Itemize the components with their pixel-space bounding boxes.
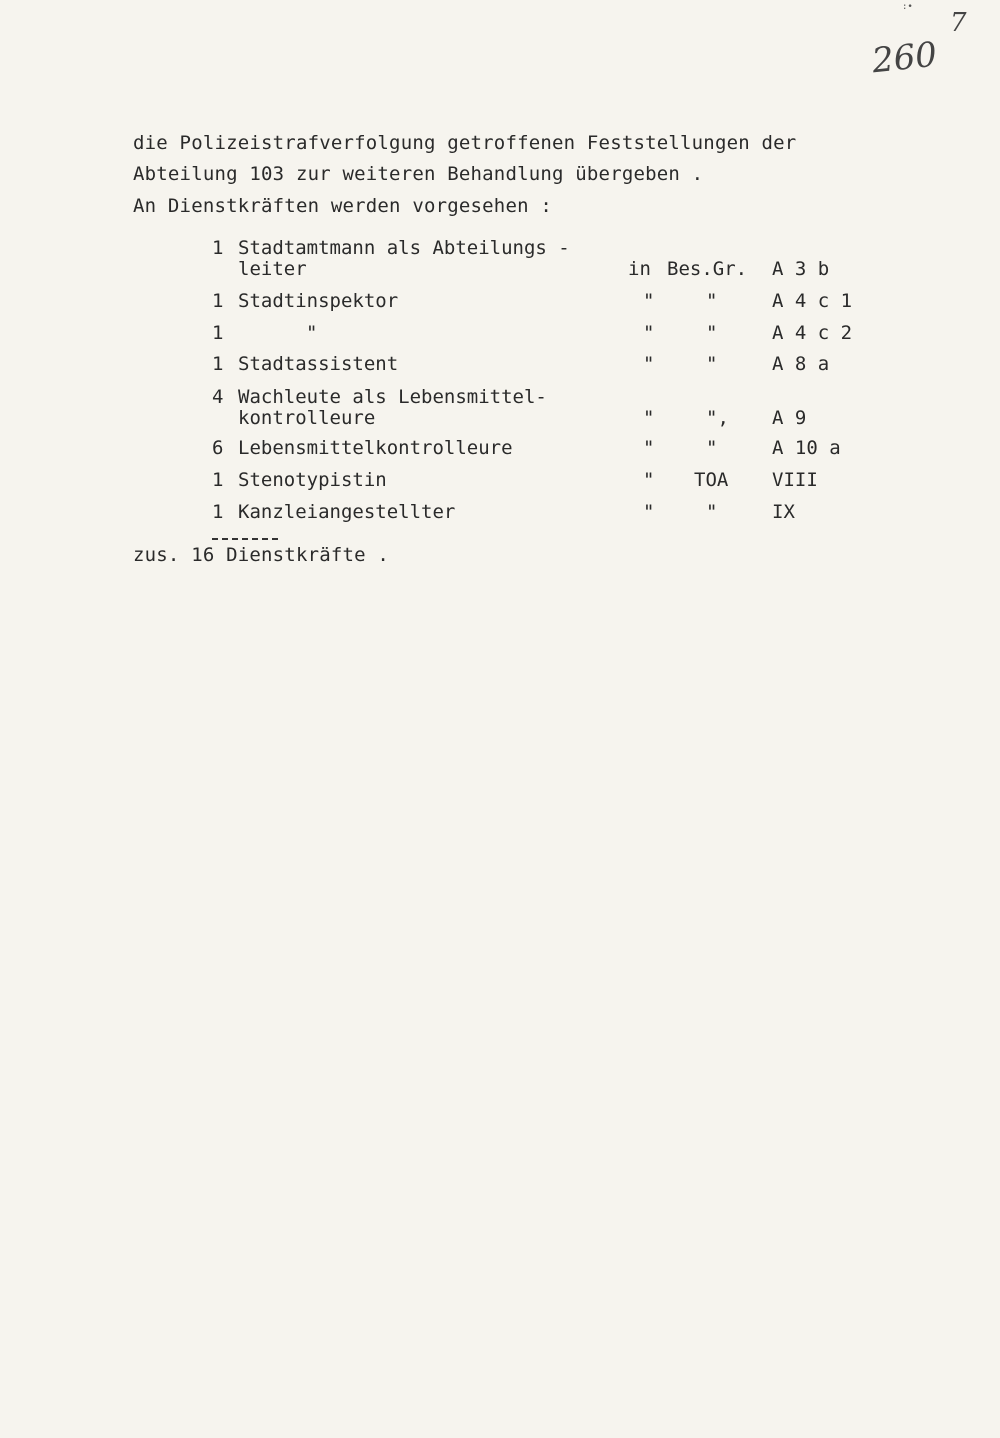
staff-group: " [706,353,718,375]
staff-grade: A 10 a [772,437,841,459]
sum-divider [212,538,278,540]
staff-prefix: " [643,322,655,344]
staff-group: " [706,501,718,523]
staff-title: Lebensmittelkontrolleure [238,437,513,459]
staff-grade: IX [772,501,795,523]
staff-title: Stadtamtmann als Abteilungs - [238,237,570,259]
staff-prefix: " [643,469,655,491]
staff-title: Stadtinspektor [238,290,399,312]
staff-count: 1 [212,469,224,491]
margin-dots: :• [902,2,913,12]
staff-prefix: " [643,407,655,429]
staff-group: " [706,290,718,312]
paragraph-line-2: Abteilung 103 zur weiteren Behandlung übergeben . [133,163,704,185]
staff-prefix: " [643,437,655,459]
staff-count: 1 [212,322,224,344]
staff-title: " [306,322,318,344]
staff-title-cont: kontrolleure [238,407,376,429]
folio-tick: 7 [950,8,967,38]
staff-prefix: " [643,501,655,523]
staff-title: Kanzleiangestellter [238,501,456,523]
staff-count: 1 [212,237,224,259]
staff-grade: A 9 [772,407,807,429]
staff-grade: VIII [772,469,818,491]
paragraph-line-3: An Dienstkräften werden vorgesehen : [133,195,553,217]
staff-group: Bes.Gr. [667,258,748,280]
staff-prefix: " [643,353,655,375]
staff-count: 1 [212,290,224,312]
staff-title: Stadtassistent [238,353,399,375]
staff-grade: A 4 c 1 [772,290,853,312]
paragraph-line-1: die Polizeistrafverfolgung getroffenen Feststellungen der [133,132,797,154]
staff-title-cont: leiter [238,258,307,280]
staff-grade: A 8 a [772,353,830,375]
staff-count: 4 [212,386,224,408]
staff-group: TOA [694,469,729,491]
folio-number: 260 [870,34,939,82]
staff-count: 1 [212,353,224,375]
staff-prefix: in [628,258,651,280]
staff-group: " [706,437,718,459]
staff-title: Wachleute als Lebensmittel- [238,386,547,408]
staff-grade: A 4 c 2 [772,322,853,344]
staff-prefix: " [643,290,655,312]
staff-total: zus. 16 Dienstkräfte . [133,544,390,566]
staff-count: 6 [212,437,224,459]
staff-count: 1 [212,501,224,523]
staff-title: Stenotypistin [238,469,387,491]
staff-grade: A 3 b [772,258,830,280]
staff-group: ", [706,407,729,429]
staff-group: " [706,322,718,344]
